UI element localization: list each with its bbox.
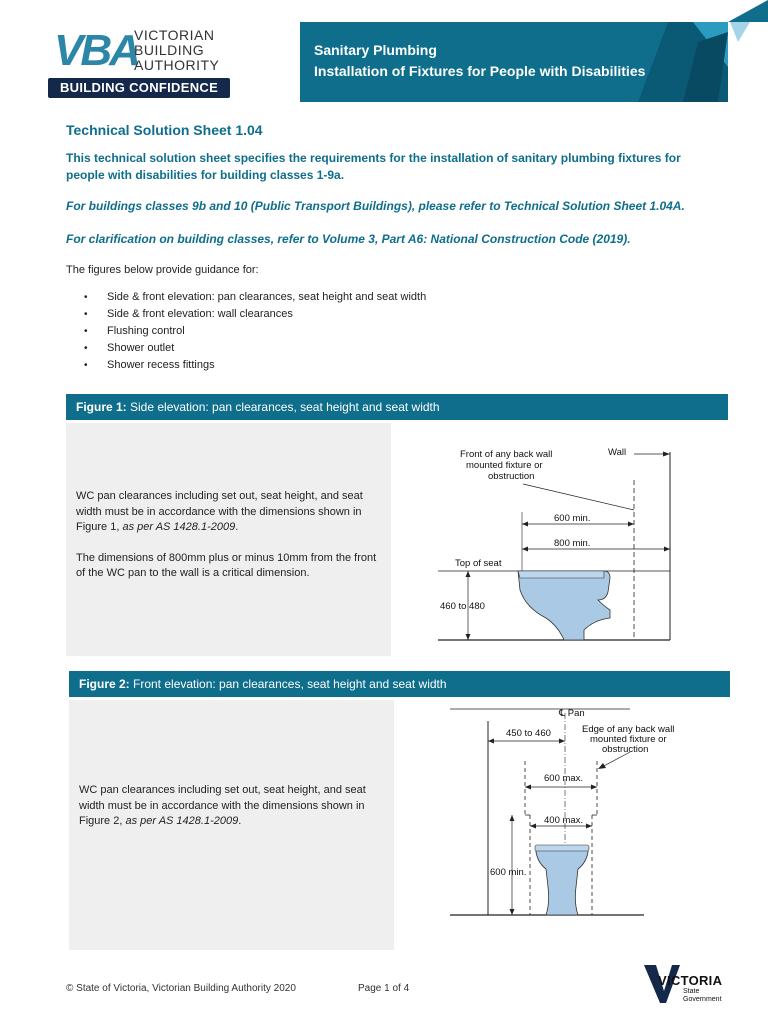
footer-page-number: Page 1 of 4 bbox=[358, 983, 410, 994]
list-item: • Shower recess fittings bbox=[66, 357, 426, 374]
intro-paragraph: This technical solution sheet specifies the requirements for the installation of sanitary plumbing fixtures for people with disabilities for building classes 1-9a. bbox=[66, 151, 681, 182]
front-of-fixture-label-3: obstruction bbox=[488, 471, 535, 482]
figure-2-heading bbox=[69, 671, 730, 697]
dim-600-min-label: 600 min. bbox=[554, 513, 591, 524]
edge-of-fixture-label-1: Edge of any back wall bbox=[582, 724, 675, 735]
banner-line-2: Installation of Fixtures for People with Disabilities bbox=[314, 63, 646, 79]
title-banner bbox=[300, 22, 728, 102]
wall-label: Wall bbox=[608, 447, 627, 458]
top-of-seat-label: Top of seat bbox=[455, 558, 502, 569]
dim-800-min-label: 800 min. bbox=[554, 538, 591, 549]
figure-2-caption: Front elevation: pan clearances, seat height and seat width bbox=[129, 677, 447, 691]
figure-2-standard-ref: as per AS 1428.1-2009 bbox=[125, 815, 239, 827]
vba-logo-name bbox=[134, 28, 219, 73]
dim-450-460-label: 450 to 460 bbox=[506, 728, 551, 739]
figure-2-text-panel bbox=[69, 700, 394, 950]
victoria-wordmark: VICTORIA bbox=[658, 973, 723, 988]
victoria-government-logo bbox=[642, 963, 728, 1013]
figure-2-front-elevation-diagram bbox=[450, 705, 680, 920]
list-item: • Shower outlet bbox=[66, 340, 426, 357]
guidance-lead: The figures below provide guidance for: bbox=[66, 264, 259, 276]
figure-2-paragraph-1: WC pan clearances including set out, seat height, and seat width must be in accordance with the dimensions shown in Figure 2, as per AS 1428.1-2009. bbox=[79, 784, 366, 827]
guidance-list bbox=[66, 289, 426, 374]
note-public-transport: For buildings classes 9b and 10 (Public Transport Buildings), please refer to Technical Solution Sheet 1.04A. bbox=[66, 199, 685, 213]
figure-1-label: Figure 1: bbox=[76, 400, 127, 414]
dim-400-max-label: 400 max. bbox=[544, 815, 584, 826]
edge-of-fixture-label-2: mounted fixture or bbox=[590, 734, 667, 745]
dim-600-min-label: 600 min. bbox=[490, 867, 527, 878]
figure-1-side-elevation-diagram bbox=[438, 440, 688, 645]
figure-1-heading bbox=[66, 394, 728, 420]
edge-of-fixture-label-3: obstruction bbox=[602, 744, 649, 755]
logo-name-line-1: VICTORIAN bbox=[134, 27, 215, 43]
vba-logo-mark: VBA bbox=[54, 26, 138, 75]
figure-1-caption: Side elevation: pan clearances, seat height and seat width bbox=[126, 400, 440, 414]
logo-name-line-2: BUILDING bbox=[134, 42, 205, 58]
pan-centreline-label: ℄ Pan bbox=[559, 708, 585, 719]
figure-1-text-panel bbox=[66, 423, 391, 656]
front-of-fixture-label-2: mounted fixture or bbox=[466, 460, 543, 471]
list-item: • Side & front elevation: wall clearances bbox=[66, 306, 426, 323]
list-item: • Flushing control bbox=[66, 323, 426, 340]
banner-corner-icon bbox=[690, 0, 768, 60]
list-item: • Side & front elevation: pan clearances, seat height and seat width bbox=[66, 289, 426, 306]
seat-height-label: 460 to 480 bbox=[440, 601, 485, 612]
banner-line-1: Sanitary Plumbing bbox=[314, 42, 437, 58]
sheet-title: Technical Solution Sheet 1.04 bbox=[66, 122, 263, 138]
figure-2-text bbox=[79, 783, 389, 830]
vba-logo bbox=[46, 24, 232, 100]
logo-name-line-3: AUTHORITY bbox=[134, 57, 220, 73]
page-header bbox=[0, 0, 768, 118]
logo-tagline: BUILDING CONFIDENCE bbox=[48, 78, 230, 98]
footer-copyright: © State of Victoria, Victorian Building Authority 2020 bbox=[66, 983, 296, 994]
figure-1-standard-ref: as per AS 1428.1-2009 bbox=[122, 521, 236, 533]
figure-1-paragraph-2: The dimensions of 800mm plus or minus 10mm from the front of the WC pan to the wall is a critical dimension. bbox=[76, 551, 377, 579]
victoria-subtitle: State Government bbox=[683, 988, 722, 1003]
dim-600-max-label: 600 max. bbox=[544, 773, 584, 784]
banner-title bbox=[314, 40, 645, 82]
figure-1-text bbox=[76, 489, 386, 582]
front-of-fixture-label-1: Front of any back wall bbox=[460, 449, 553, 460]
figure-1-paragraph-1: WC pan clearances including set out, seat height, and seat width must be in accordance with the dimensions shown in Figure 1, as per AS 1428.1-2009. bbox=[76, 490, 363, 533]
figure-2-label: Figure 2: bbox=[79, 677, 130, 691]
note-building-classes: For clarification on building classes, refer to Volume 3, Part A6: National Construction Code (2019). bbox=[66, 232, 631, 246]
